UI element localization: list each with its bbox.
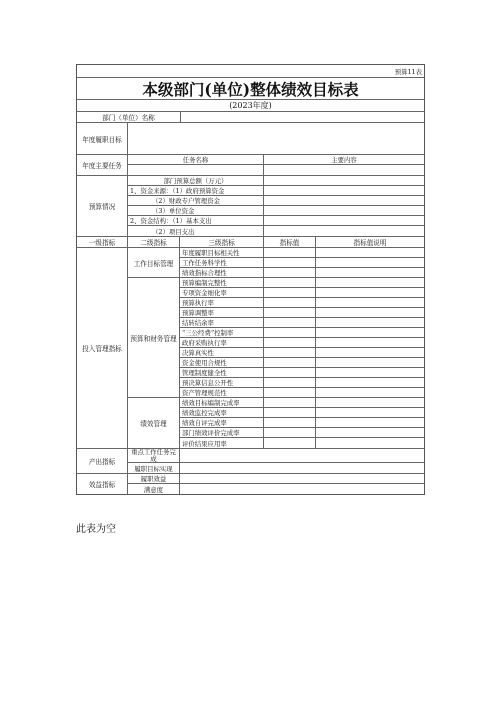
budget-line: （2）项目支出 <box>152 227 195 236</box>
desc-cell <box>316 328 424 338</box>
input-mgmt-label: 投入管理指标 <box>77 248 128 448</box>
desc-cell <box>316 248 424 258</box>
indicator-item: 评价结果应用率 <box>182 439 227 448</box>
indicator-item: 资产管理规范性 <box>180 388 263 398</box>
indicator-item: 专项资金细化率 <box>180 288 263 298</box>
output-value <box>180 463 424 473</box>
desc-cell <box>316 358 424 368</box>
budget-value <box>264 206 424 216</box>
indicator-item: 预决算信息公开性 <box>180 378 263 388</box>
task-name-cell <box>128 165 263 175</box>
annual-task-block <box>77 155 424 176</box>
budget-line: （3）单位资金 <box>128 206 263 216</box>
indicator-item: 结转结余率 <box>180 318 263 328</box>
value-cell <box>264 358 315 368</box>
desc-cell <box>316 368 424 378</box>
desc-cell <box>316 278 424 288</box>
desc-cell <box>316 318 424 328</box>
indicator-header-row <box>77 237 424 248</box>
value-cell <box>264 328 315 338</box>
budget-line: 1、资金来源：（1）政府预算资金 <box>128 186 263 196</box>
budget-line: （2）财政专户管理资金 <box>128 196 263 206</box>
budget-value <box>264 216 424 226</box>
desc-cell <box>316 288 424 298</box>
indicator-item: 年度履职目标相关性 <box>180 248 263 258</box>
header-level3: 三级指标 <box>180 237 264 247</box>
value-cell <box>264 288 315 298</box>
annual-goal-label: 年度履职目标 <box>77 123 128 154</box>
value-cell <box>264 348 315 358</box>
value-cell <box>264 418 315 428</box>
performance-target-form <box>76 64 425 495</box>
value-cell <box>264 438 315 448</box>
value-cell <box>264 378 315 388</box>
desc-cell <box>316 308 424 318</box>
desc-cell <box>316 438 424 448</box>
header-value: 指标值 <box>264 237 316 247</box>
budget-finance-label: 预算和财务管理 <box>128 278 179 398</box>
benefit-value <box>180 484 424 494</box>
budget-value <box>264 196 424 206</box>
value-cell <box>264 368 315 378</box>
indicator-item: “三公经费”控制率 <box>180 328 263 338</box>
indicator-item: 绩效目标编制完成率 <box>180 398 263 408</box>
indicator-item: 资金使用合规性 <box>180 358 263 368</box>
desc-cell <box>316 338 424 348</box>
unit-name-value <box>181 112 424 122</box>
desc-cell <box>316 268 424 278</box>
input-mgmt-block <box>77 248 424 449</box>
desc-cell <box>316 258 424 268</box>
benefit-block <box>77 474 424 494</box>
budget-value <box>264 186 424 196</box>
desc-cell <box>316 408 424 418</box>
value-cell <box>264 248 315 258</box>
budget-block <box>77 176 424 237</box>
indicator-item: 预算编制完整性 <box>180 278 263 288</box>
budget-line: 部门预算总额（万元） <box>128 176 263 186</box>
unit-row <box>77 112 424 123</box>
header-level1: 一级指标 <box>77 237 128 247</box>
table-number: 预算11表 <box>394 67 422 76</box>
output-item: 重点工作任务完成 <box>128 449 179 463</box>
desc-cell <box>316 348 424 358</box>
main-content-header: 主要内容 <box>264 155 424 165</box>
benefit-label: 效益指标 <box>77 474 128 494</box>
year-row <box>77 100 424 112</box>
unit-name-label: 部门（单位）名称 <box>77 112 181 122</box>
annual-task-label: 年度主要任务 <box>77 155 128 175</box>
task-name-header: 任务名称 <box>128 155 263 165</box>
output-block <box>77 449 424 474</box>
budget-value <box>264 226 424 236</box>
value-cell <box>264 298 315 308</box>
desc-cell <box>316 378 424 388</box>
value-cell <box>264 258 315 268</box>
indicator-item: 工作任务科学性 <box>180 258 263 268</box>
budget-label: 预算情况 <box>77 176 128 236</box>
table-number-row <box>77 65 424 78</box>
desc-cell <box>316 298 424 308</box>
desc-cell <box>316 398 424 408</box>
benefit-value <box>180 474 424 484</box>
perf-mgmt-label: 绩效管理 <box>140 420 167 428</box>
annual-goal-row <box>77 123 424 155</box>
desc-cell <box>316 428 424 438</box>
indicator-item: 绩效监控完成率 <box>180 408 263 418</box>
budget-line: 2、资金结构：（1）基本支出 <box>128 216 263 226</box>
form-title: 本级部门(单位)整体绩效目标表 <box>142 79 359 99</box>
annual-goal-value <box>128 123 424 154</box>
indicator-item: 部门绩效评价完成率 <box>180 428 263 438</box>
main-content-cell <box>264 165 424 175</box>
output-item: 履职目标实现 <box>134 464 173 473</box>
value-cell <box>264 428 315 438</box>
value-cell <box>264 318 315 328</box>
budget-value <box>264 176 424 186</box>
benefit-item: 满意度 <box>143 485 164 494</box>
indicator-item: 绩效自评完成率 <box>180 418 263 428</box>
value-cell <box>264 278 315 288</box>
header-level2: 二级指标 <box>128 237 180 247</box>
value-cell <box>264 398 315 408</box>
title-row <box>77 78 424 100</box>
desc-cell <box>316 388 424 398</box>
indicator-item: 管理制度健全性 <box>180 368 263 378</box>
indicator-item: 预算执行率 <box>180 298 263 308</box>
indicator-item: 决算真实性 <box>180 348 263 358</box>
value-cell <box>264 308 315 318</box>
value-cell <box>264 388 315 398</box>
header-desc: 指标值说明 <box>353 239 387 247</box>
form-year: (2023年度) <box>229 101 272 110</box>
indicator-item: 政府采购执行率 <box>180 338 263 348</box>
indicator-item: 预算调整率 <box>180 308 263 318</box>
output-label: 产出指标 <box>77 449 128 473</box>
indicator-item: 绩效指标合理性 <box>180 268 263 278</box>
work-target-label: 工作目标管理 <box>128 248 179 278</box>
value-cell <box>264 408 315 418</box>
output-value <box>180 449 424 463</box>
footer-note: 此表为空 <box>76 524 116 535</box>
value-cell <box>264 268 315 278</box>
desc-cell <box>316 418 424 428</box>
value-cell <box>264 338 315 348</box>
benefit-item: 履职效益 <box>128 474 179 484</box>
